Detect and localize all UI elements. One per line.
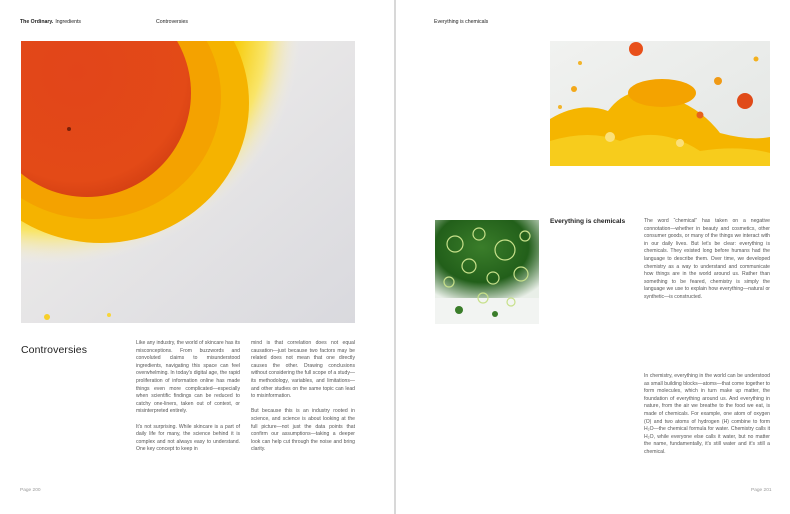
oil-bubbles-illustration xyxy=(550,41,770,166)
left-photo xyxy=(21,41,355,323)
running-header-title-right: Everything is chemicals xyxy=(434,19,489,25)
running-header-title-left: Controversies xyxy=(156,19,189,25)
body-text-column xyxy=(644,373,770,464)
right-page xyxy=(396,0,790,514)
intro-text-column xyxy=(644,218,770,309)
paragraph: It's not surprising. While skincare is a part of daily life for many, the science behind it is complex and not always easy to understand. One key concept to keep in xyxy=(136,423,240,453)
right-top-photo xyxy=(550,41,770,166)
text-column-2 xyxy=(251,340,355,462)
section-heading-everything-is-chemicals: Everything is chemicals xyxy=(550,218,626,225)
green-bubbles-illustration xyxy=(435,220,539,324)
running-header-brand xyxy=(20,19,81,25)
paragraph: But because this is an industry rooted in science, and science is about looking at the full picture—not just the data points that confirm our assumptions—taking a deeper look can help cut through the noise and bring clarity. xyxy=(251,408,355,453)
right-small-photo xyxy=(435,220,539,324)
oil-droplet-illustration xyxy=(21,41,355,323)
left-page xyxy=(0,0,394,514)
section-heading-controversies: Controversies xyxy=(21,344,88,356)
text-column-1 xyxy=(136,340,240,462)
paragraph: In chemistry, everything in the world can be understood as small building blocks—atoms—that come together to form molecules, which in turn make up matter, the foundation of everything around us. And everything in nature, from the air we breathe to the food we eat, is made of chemicals. For example, one atom of oxygen (O) and two atoms of hydrogen (H) combine to form H₂O—the chemical formula for water. Chemistry calls it H₂O, while everyone else calls it water, but no matter the name, fundamentally, it's still water and it's still a chemical. xyxy=(644,373,770,455)
paragraph: The word “chemical” has taken on a negative connotation—whether in beauty and cosmetics, other consumer goods, or many of the things we interact with in our daily lives. But let's be clear: everything is chemicals. They existed long before humans had the language to describe them. Over time, we developed chemistry as a way to understand and communicate how things are in the world around us. Rather than something to be feared, chemistry is simply the language we use to explain how everything—natural or synthetic—is constructed. xyxy=(644,218,770,300)
page-number-left: Page 200 xyxy=(20,488,41,493)
brand-name: The Ordinary. xyxy=(20,19,54,25)
paragraph: mind is that correlation does not equal causation—just because two factors may be related does not mean that one directly causes the other. Drawing conclusions without considering the full scope of a study—its methodology, variables, and limitations—and other studies on the same topic can lead to misinformation. xyxy=(251,340,355,400)
paragraph: Like any industry, the world of skincare has its misconceptions. From buzzwords and convoluted claims to misunderstood ingredients, navigating this space can feel overwhelming. In today's digital age, the rapid proliferation of information online has made things even more complicated—especially when scientific findings can be reduced to catchy one-liners, taken out of context, or misinterpreted entirely. xyxy=(136,340,240,415)
page-number-right: Page 201 xyxy=(751,488,772,493)
section-name: Ingredients xyxy=(55,19,82,25)
